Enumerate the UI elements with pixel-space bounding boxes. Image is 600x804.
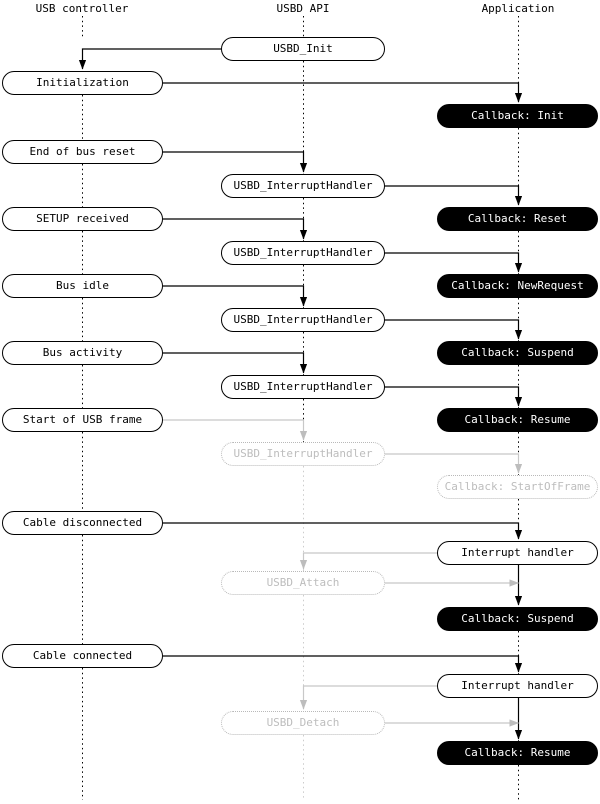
node-end-of-bus-reset[interactable]: End of bus reset — [2, 140, 163, 164]
node-setup-received[interactable]: SETUP received — [2, 207, 163, 231]
node-callback-resume-1[interactable]: Callback: Resume — [437, 408, 598, 432]
node-cable-disconnected[interactable]: Cable disconnected — [2, 511, 163, 535]
node-callback-init[interactable]: Callback: Init — [437, 104, 598, 128]
node-usbd-interrupthandler-5[interactable]: USBD_InterruptHandler — [221, 442, 385, 466]
node-usbd-interrupthandler-1[interactable]: USBD_InterruptHandler — [221, 174, 385, 198]
node-usbd-interrupthandler-2[interactable]: USBD_InterruptHandler — [221, 241, 385, 265]
node-initialization[interactable]: Initialization — [2, 71, 163, 95]
node-interrupt-handler-1[interactable]: Interrupt handler — [437, 541, 598, 565]
node-usbd-interrupthandler-4[interactable]: USBD_InterruptHandler — [221, 375, 385, 399]
node-callback-resume-2[interactable]: Callback: Resume — [437, 741, 598, 765]
lane-title-usbd-api: USBD API — [276, 2, 330, 15]
node-usbd-interrupthandler-3[interactable]: USBD_InterruptHandler — [221, 308, 385, 332]
node-start-of-usb-frame[interactable]: Start of USB frame — [2, 408, 163, 432]
lane-title-usb-controller: USB controller — [35, 2, 129, 15]
node-callback-startofframe[interactable]: Callback: StartOfFrame — [437, 475, 598, 499]
node-bus-activity[interactable]: Bus activity — [2, 341, 163, 365]
node-callback-suspend-2[interactable]: Callback: Suspend — [437, 607, 598, 631]
node-usbd-detach[interactable]: USBD_Detach — [221, 711, 385, 735]
node-usbd-attach[interactable]: USBD_Attach — [221, 571, 385, 595]
node-callback-suspend-1[interactable]: Callback: Suspend — [437, 341, 598, 365]
node-callback-reset[interactable]: Callback: Reset — [437, 207, 598, 231]
lane-title-application: Application — [481, 2, 555, 15]
node-usbd-init[interactable]: USBD_Init — [221, 37, 385, 61]
node-cable-connected[interactable]: Cable connected — [2, 644, 163, 668]
node-bus-idle[interactable]: Bus idle — [2, 274, 163, 298]
node-interrupt-handler-2[interactable]: Interrupt handler — [437, 674, 598, 698]
node-callback-newrequest[interactable]: Callback: NewRequest — [437, 274, 598, 298]
